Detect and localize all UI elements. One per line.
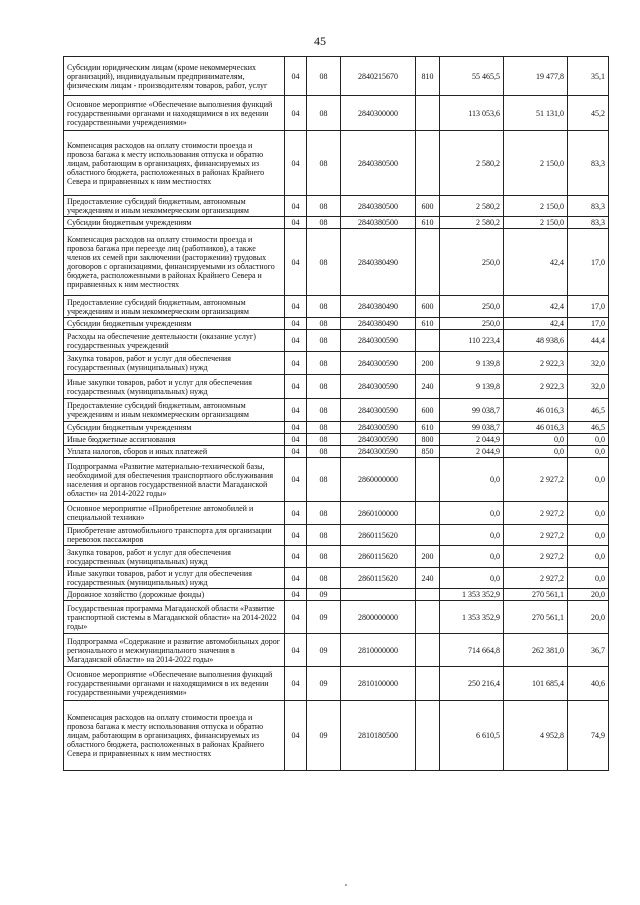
row-plan-cell: 0,0 <box>440 568 504 589</box>
row-target-article-cell: 2840300000 <box>341 96 416 131</box>
row-section-cell: 04 <box>285 318 307 330</box>
row-subsection-cell: 08 <box>307 196 341 217</box>
row-percent-cell: 45,2 <box>568 96 609 131</box>
row-plan-cell: 9 139,8 <box>440 352 504 375</box>
row-name-cell: Компенсация расходов на оплату стоимости проезда и провоза багажа к месту использования отпуска и обратно лицам, работающим в организациях, финансируемых из областного бюджета, расположенных в районах Крайнего Севера и приравненных к ним местностях <box>64 701 285 771</box>
row-percent-cell: 17,0 <box>568 296 609 318</box>
row-plan-cell: 6 610,5 <box>440 701 504 771</box>
row-expense-type-cell: 240 <box>416 568 440 589</box>
row-expense-type-cell <box>416 667 440 701</box>
row-target-article-cell: 2840300590 <box>341 352 416 375</box>
row-target-article-cell: 2840300590 <box>341 330 416 352</box>
row-expense-type-cell <box>416 589 440 601</box>
row-actual-cell: 0,0 <box>504 434 568 446</box>
row-section-cell: 04 <box>285 217 307 229</box>
row-section-cell: 04 <box>285 589 307 601</box>
row-subsection-cell: 08 <box>307 375 341 399</box>
row-name-cell: Расходы на обеспечение деятельности (оказание услуг) государственных учреждений <box>64 330 285 352</box>
row-target-article-cell: 2810000000 <box>341 634 416 667</box>
table-row <box>64 546 609 568</box>
row-subsection-cell: 08 <box>307 217 341 229</box>
row-section-cell: 04 <box>285 330 307 352</box>
table-row <box>64 196 609 217</box>
row-actual-cell: 2 927,2 <box>504 502 568 525</box>
table-row <box>64 96 609 131</box>
row-actual-cell: 2 927,2 <box>504 546 568 568</box>
row-expense-type-cell: 610 <box>416 422 440 434</box>
row-section-cell: 04 <box>285 546 307 568</box>
row-target-article-cell: 2840300590 <box>341 375 416 399</box>
row-percent-cell: 32,0 <box>568 352 609 375</box>
row-plan-cell: 9 139,8 <box>440 375 504 399</box>
row-percent-cell: 83,3 <box>568 131 609 196</box>
row-name-cell: Субсидии юридическим лицам (кроме некоммерческих организаций), индивидуальным предпринимателям, физическим лицам - производителям товаров, работ, услуг <box>64 57 285 96</box>
row-percent-cell: 17,0 <box>568 229 609 296</box>
row-expense-type-cell <box>416 634 440 667</box>
table-row <box>64 330 609 352</box>
row-percent-cell: 40,6 <box>568 667 609 701</box>
row-percent-cell: 20,0 <box>568 601 609 634</box>
row-target-article-cell: 2860115620 <box>341 568 416 589</box>
row-subsection-cell: 09 <box>307 667 341 701</box>
row-expense-type-cell: 810 <box>416 57 440 96</box>
row-name-cell: Предоставление субсидий бюджетным, автономным учреждениям и иным некоммерческим организациям <box>64 399 285 422</box>
row-name-cell: Компенсация расходов на оплату стоимости проезда и провоза багажа при переезде лиц (работников), а также членов их семей при заключении (расторжении) трудовых договоров с организациями, финансируемыми из областного бюджета, расположенными в районах Крайнего Севера и приравненных к ним местностях <box>64 229 285 296</box>
row-percent-cell: 44,4 <box>568 330 609 352</box>
row-plan-cell: 110 223,4 <box>440 330 504 352</box>
row-section-cell: 04 <box>285 196 307 217</box>
row-name-cell: Приобретение автомобильного транспорта для организации перевозок пассажиров <box>64 525 285 546</box>
row-percent-cell: 74,9 <box>568 701 609 771</box>
row-section-cell: 04 <box>285 422 307 434</box>
row-expense-type-cell <box>416 330 440 352</box>
row-actual-cell: 262 381,0 <box>504 634 568 667</box>
row-name-cell: Субсидии бюджетным учреждениям <box>64 422 285 434</box>
row-name-cell: Иные бюджетные ассигнования <box>64 434 285 446</box>
row-percent-cell: 83,3 <box>568 217 609 229</box>
row-section-cell: 04 <box>285 667 307 701</box>
row-expense-type-cell: 200 <box>416 352 440 375</box>
row-target-article-cell <box>341 589 416 601</box>
row-plan-cell: 0,0 <box>440 502 504 525</box>
row-percent-cell: 0,0 <box>568 546 609 568</box>
row-expense-type-cell <box>416 131 440 196</box>
row-section-cell: 04 <box>285 458 307 502</box>
row-name-cell: Государственная программа Магаданской области «Развитие транспортной системы в Магаданской области» на 2014-2022 годы» <box>64 601 285 634</box>
row-name-cell: Иные закупки товаров, работ и услуг для обеспечения государственных (муниципальных) нужд <box>64 568 285 589</box>
row-section-cell: 04 <box>285 375 307 399</box>
row-actual-cell: 42,4 <box>504 229 568 296</box>
row-plan-cell: 250 216,4 <box>440 667 504 701</box>
row-subsection-cell: 08 <box>307 458 341 502</box>
budget-table <box>63 56 609 771</box>
row-section-cell: 04 <box>285 502 307 525</box>
row-percent-cell: 46,5 <box>568 399 609 422</box>
row-subsection-cell: 08 <box>307 352 341 375</box>
row-percent-cell: 0,0 <box>568 446 609 458</box>
row-name-cell: Иные закупки товаров, работ и услуг для обеспечения государственных (муниципальных) нужд <box>64 375 285 399</box>
row-percent-cell: 35,1 <box>568 57 609 96</box>
row-actual-cell: 48 938,6 <box>504 330 568 352</box>
row-expense-type-cell: 240 <box>416 375 440 399</box>
row-name-cell: Закупка товаров, работ и услуг для обеспечения государственных (муниципальных) нужд <box>64 546 285 568</box>
row-actual-cell: 42,4 <box>504 318 568 330</box>
table-row <box>64 634 609 667</box>
row-plan-cell: 250,0 <box>440 296 504 318</box>
row-expense-type-cell: 600 <box>416 399 440 422</box>
scan-speck <box>345 884 347 886</box>
row-actual-cell: 270 561,1 <box>504 589 568 601</box>
row-section-cell: 04 <box>285 352 307 375</box>
table-row <box>64 446 609 458</box>
row-section-cell: 04 <box>285 229 307 296</box>
row-actual-cell: 2 927,2 <box>504 568 568 589</box>
row-name-cell: Основное мероприятие «Приобретение автомобилей и специальной техники» <box>64 502 285 525</box>
row-plan-cell: 0,0 <box>440 546 504 568</box>
row-name-cell: Основное мероприятие «Обеспечение выполнения функций государственными органами и находящимися в их ведении государственными учреждениями» <box>64 667 285 701</box>
row-expense-type-cell <box>416 502 440 525</box>
row-plan-cell: 1 353 352,9 <box>440 589 504 601</box>
row-plan-cell: 99 038,7 <box>440 399 504 422</box>
row-target-article-cell: 2840380490 <box>341 296 416 318</box>
row-subsection-cell: 08 <box>307 318 341 330</box>
row-subsection-cell: 09 <box>307 589 341 601</box>
row-section-cell: 04 <box>285 131 307 196</box>
row-subsection-cell: 08 <box>307 568 341 589</box>
row-target-article-cell: 2860000000 <box>341 458 416 502</box>
row-plan-cell: 55 465,5 <box>440 57 504 96</box>
table-row <box>64 422 609 434</box>
row-actual-cell: 46 016,3 <box>504 399 568 422</box>
row-percent-cell: 0,0 <box>568 434 609 446</box>
row-name-cell: Подпрограмма «Развитие материально-технической базы, необходимой для обеспечения транспортного обслуживания населения и органов государственной власти Магаданской области» на 2014-2022 годы» <box>64 458 285 502</box>
table-row <box>64 667 609 701</box>
row-actual-cell: 2 150,0 <box>504 196 568 217</box>
row-subsection-cell: 08 <box>307 96 341 131</box>
table-row <box>64 568 609 589</box>
row-percent-cell: 32,0 <box>568 375 609 399</box>
row-section-cell: 04 <box>285 96 307 131</box>
page-number: 45 <box>314 34 326 48</box>
row-section-cell: 04 <box>285 568 307 589</box>
row-subsection-cell: 08 <box>307 502 341 525</box>
row-percent-cell: 0,0 <box>568 502 609 525</box>
row-expense-type-cell: 600 <box>416 296 440 318</box>
row-percent-cell: 20,0 <box>568 589 609 601</box>
row-subsection-cell: 08 <box>307 57 341 96</box>
row-target-article-cell: 2840380500 <box>341 131 416 196</box>
row-plan-cell: 250,0 <box>440 318 504 330</box>
row-actual-cell: 0,0 <box>504 446 568 458</box>
row-target-article-cell: 2840300590 <box>341 399 416 422</box>
row-actual-cell: 19 477,8 <box>504 57 568 96</box>
row-subsection-cell: 08 <box>307 546 341 568</box>
row-target-article-cell: 2840380500 <box>341 217 416 229</box>
row-target-article-cell: 2860115620 <box>341 546 416 568</box>
row-name-cell: Субсидии бюджетным учреждениям <box>64 318 285 330</box>
row-plan-cell: 714 664,8 <box>440 634 504 667</box>
table-row <box>64 458 609 502</box>
row-subsection-cell: 09 <box>307 601 341 634</box>
row-target-article-cell: 2800000000 <box>341 601 416 634</box>
row-subsection-cell: 08 <box>307 434 341 446</box>
row-percent-cell: 83,3 <box>568 196 609 217</box>
table-row <box>64 318 609 330</box>
row-expense-type-cell <box>416 701 440 771</box>
row-plan-cell: 99 038,7 <box>440 422 504 434</box>
row-plan-cell: 1 353 352,9 <box>440 601 504 634</box>
row-plan-cell: 2 044,9 <box>440 446 504 458</box>
row-percent-cell: 36,7 <box>568 634 609 667</box>
row-target-article-cell: 2860100000 <box>341 502 416 525</box>
row-target-article-cell: 2840380500 <box>341 196 416 217</box>
row-subsection-cell: 08 <box>307 399 341 422</box>
row-subsection-cell: 08 <box>307 330 341 352</box>
row-target-article-cell: 2860115620 <box>341 525 416 546</box>
row-expense-type-cell: 200 <box>416 546 440 568</box>
row-actual-cell: 51 131,0 <box>504 96 568 131</box>
row-actual-cell: 2 150,0 <box>504 131 568 196</box>
row-expense-type-cell: 600 <box>416 196 440 217</box>
row-target-article-cell: 2840380490 <box>341 318 416 330</box>
row-section-cell: 04 <box>285 701 307 771</box>
row-expense-type-cell <box>416 229 440 296</box>
row-section-cell: 04 <box>285 399 307 422</box>
row-plan-cell: 2 580,2 <box>440 131 504 196</box>
row-actual-cell: 270 561,1 <box>504 601 568 634</box>
row-percent-cell: 46,5 <box>568 422 609 434</box>
row-target-article-cell: 2840300590 <box>341 434 416 446</box>
row-name-cell: Основное мероприятие «Обеспечение выполнения функций государственными органами и находящимися в их ведении государственными учреждениями» <box>64 96 285 131</box>
row-name-cell: Уплата налогов, сборов и иных платежей <box>64 446 285 458</box>
row-name-cell: Подпрограмма «Содержание и развитие автомобильных дорог регионального и межмуниципального значения в Магаданской области» на 2014-2022 годы» <box>64 634 285 667</box>
row-plan-cell: 0,0 <box>440 525 504 546</box>
row-target-article-cell: 2840380490 <box>341 229 416 296</box>
row-subsection-cell: 08 <box>307 296 341 318</box>
row-expense-type-cell <box>416 96 440 131</box>
table-row <box>64 229 609 296</box>
row-actual-cell: 46 016,3 <box>504 422 568 434</box>
row-section-cell: 04 <box>285 57 307 96</box>
row-actual-cell: 42,4 <box>504 296 568 318</box>
row-expense-type-cell: 800 <box>416 434 440 446</box>
row-name-cell: Предоставление субсидий бюджетным, автономным учреждениям и иным некоммерческим организациям <box>64 296 285 318</box>
table-row <box>64 57 609 96</box>
row-plan-cell: 2 044,9 <box>440 434 504 446</box>
row-plan-cell: 0,0 <box>440 458 504 502</box>
row-subsection-cell: 09 <box>307 634 341 667</box>
row-target-article-cell: 2810100000 <box>341 667 416 701</box>
row-actual-cell: 4 952,8 <box>504 701 568 771</box>
row-expense-type-cell <box>416 525 440 546</box>
row-subsection-cell: 08 <box>307 525 341 546</box>
row-name-cell: Предоставление субсидий бюджетным, автономным учреждениям и иным некоммерческим организациям <box>64 196 285 217</box>
table-row <box>64 701 609 771</box>
row-actual-cell: 2 927,2 <box>504 525 568 546</box>
table-row <box>64 434 609 446</box>
row-percent-cell: 17,0 <box>568 318 609 330</box>
row-section-cell: 04 <box>285 446 307 458</box>
row-subsection-cell: 08 <box>307 229 341 296</box>
row-actual-cell: 101 685,4 <box>504 667 568 701</box>
row-subsection-cell: 08 <box>307 446 341 458</box>
row-plan-cell: 2 580,2 <box>440 217 504 229</box>
row-percent-cell: 0,0 <box>568 568 609 589</box>
row-actual-cell: 2 927,2 <box>504 458 568 502</box>
row-subsection-cell: 09 <box>307 701 341 771</box>
row-expense-type-cell: 610 <box>416 318 440 330</box>
table-row <box>64 296 609 318</box>
row-section-cell: 04 <box>285 296 307 318</box>
table-row <box>64 399 609 422</box>
row-target-article-cell: 2840300590 <box>341 422 416 434</box>
row-plan-cell: 250,0 <box>440 229 504 296</box>
row-plan-cell: 2 580,2 <box>440 196 504 217</box>
table-row <box>64 375 609 399</box>
row-expense-type-cell: 610 <box>416 217 440 229</box>
row-percent-cell: 0,0 <box>568 525 609 546</box>
row-target-article-cell: 2840300590 <box>341 446 416 458</box>
table-row <box>64 601 609 634</box>
row-percent-cell: 0,0 <box>568 458 609 502</box>
row-actual-cell: 2 150,0 <box>504 217 568 229</box>
table-row <box>64 589 609 601</box>
row-section-cell: 04 <box>285 434 307 446</box>
row-section-cell: 04 <box>285 525 307 546</box>
row-name-cell: Закупка товаров, работ и услуг для обеспечения государственных (муниципальных) нужд <box>64 352 285 375</box>
row-expense-type-cell <box>416 601 440 634</box>
row-name-cell: Субсидии бюджетным учреждениям <box>64 217 285 229</box>
row-subsection-cell: 08 <box>307 131 341 196</box>
row-subsection-cell: 08 <box>307 422 341 434</box>
row-actual-cell: 2 922,3 <box>504 352 568 375</box>
row-target-article-cell: 2840215670 <box>341 57 416 96</box>
table-row <box>64 217 609 229</box>
row-actual-cell: 2 922,3 <box>504 375 568 399</box>
table-row <box>64 502 609 525</box>
table-row <box>64 352 609 375</box>
table-row <box>64 525 609 546</box>
row-target-article-cell: 2810180500 <box>341 701 416 771</box>
row-expense-type-cell: 850 <box>416 446 440 458</box>
row-section-cell: 04 <box>285 601 307 634</box>
row-expense-type-cell <box>416 458 440 502</box>
row-name-cell: Дорожное хозяйство (дорожные фонды) <box>64 589 285 601</box>
row-section-cell: 04 <box>285 634 307 667</box>
row-plan-cell: 113 053,6 <box>440 96 504 131</box>
table-row <box>64 131 609 196</box>
row-name-cell: Компенсация расходов на оплату стоимости проезда и провоза багажа к месту использования отпуска и обратно лицам, работающим в организациях, финансируемых из областного бюджета, расположенных в районах Крайнего Севера и приравненных к ним местностях <box>64 131 285 196</box>
